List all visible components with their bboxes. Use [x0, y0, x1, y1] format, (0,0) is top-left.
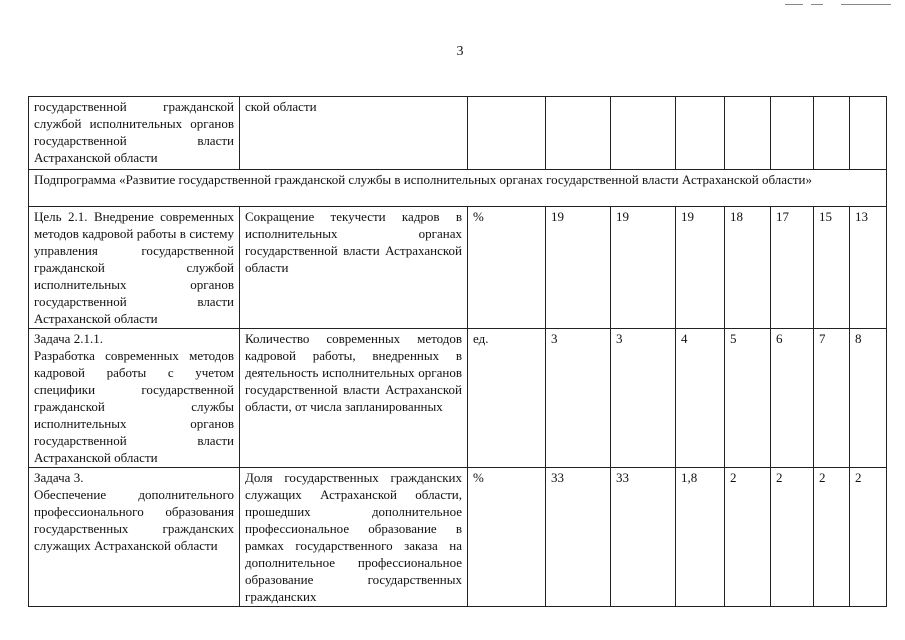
goal-cell: государственной гражданской службой исполнительных органов государственной власти Астраханской области — [29, 97, 240, 170]
page-number: 3 — [456, 44, 464, 59]
value-cell: 5 — [725, 329, 771, 468]
value-cell — [725, 97, 771, 170]
table-row — [29, 468, 887, 607]
value-cell: 2 — [850, 468, 887, 607]
value-cell: 19 — [546, 207, 611, 329]
value-cell: 1,8 — [676, 468, 725, 607]
scan-corner-marks — [785, 4, 895, 7]
value-cell: 3 — [546, 329, 611, 468]
value-cell — [814, 97, 850, 170]
value-cell: 8 — [850, 329, 887, 468]
unit-cell: ед. — [468, 329, 546, 468]
value-cell — [611, 97, 676, 170]
value-cell: 17 — [771, 207, 814, 329]
value-cell: 18 — [725, 207, 771, 329]
value-cell — [771, 97, 814, 170]
value-cell: 19 — [676, 207, 725, 329]
value-cell — [850, 97, 887, 170]
value-cell: 7 — [814, 329, 850, 468]
table-row — [29, 207, 887, 329]
value-cell: 19 — [611, 207, 676, 329]
indicator-cell: Сокращение текучести кадров в исполнительных органах государственной власти Астраханской области — [240, 207, 468, 329]
value-cell: 3 — [611, 329, 676, 468]
value-cell: 2 — [814, 468, 850, 607]
table-row — [29, 97, 887, 170]
unit-cell — [468, 97, 546, 170]
value-cell: 6 — [771, 329, 814, 468]
table-row — [29, 329, 887, 468]
value-cell: 33 — [546, 468, 611, 607]
subprogram-row — [29, 170, 887, 207]
value-cell: 13 — [850, 207, 887, 329]
value-cell — [676, 97, 725, 170]
goal-cell: Задача 2.1.1. Разработка современных методов кадровой работы с учетом специфики государственной гражданской службы исполнительных органов государственной власти Астраханской области — [29, 329, 240, 468]
value-cell: 33 — [611, 468, 676, 607]
value-cell: 2 — [725, 468, 771, 607]
value-cell: 4 — [676, 329, 725, 468]
value-cell: 15 — [814, 207, 850, 329]
indicator-cell: Количество современных методов кадровой работы, внедренных в деятельность исполнительных органов государственной власти Астраханской области, от числа запланированных — [240, 329, 468, 468]
indicator-cell: ской области — [240, 97, 468, 170]
indicators-table — [28, 96, 887, 607]
value-cell — [546, 97, 611, 170]
indicator-cell: Доля государственных гражданских служащих Астраханской области, прошедших дополнительное профессиональное образование в рамках государственного заказа на дополнительное профессиональное образование государственных гражданских — [240, 468, 468, 607]
unit-cell: % — [468, 468, 546, 607]
goal-cell: Цель 2.1. Внедрение современных методов кадровой работы в систему управления государственной гражданской службой исполнительных органов государственной власти Астраханской области — [29, 207, 240, 329]
subprogram-title: Подпрограмма «Развитие государственной гражданской службы в исполнительных органах государственной власти Астраханской области» — [29, 170, 887, 207]
value-cell: 2 — [771, 468, 814, 607]
unit-cell: % — [468, 207, 546, 329]
goal-cell: Задача 3. Обеспечение дополнительного профессионального образования государственных гражданских служащих Астраханской области — [29, 468, 240, 607]
